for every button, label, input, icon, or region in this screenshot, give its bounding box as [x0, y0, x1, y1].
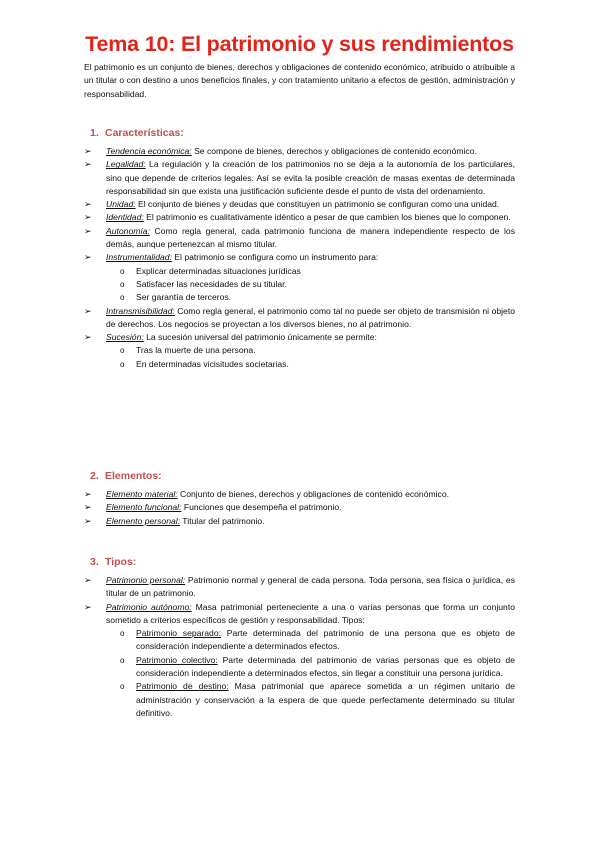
- arrow-bullet-icon: ➢: [84, 515, 92, 526]
- item-text: Como regla general, el patrimonio como tal no puede ser objeto de transmisión ni objeto de derechos. Los negocios se proyectan a los diversos bienes, no al patrimonio.: [106, 305, 515, 329]
- item-term: Instrumentalidad:: [106, 252, 172, 263]
- item-text: Funciones que desempeña el patrimonio.: [181, 502, 342, 513]
- list-item: [84, 501, 515, 514]
- item-text: El patrimonio se configura como un instrumento para:: [171, 252, 379, 263]
- sub-list-item: [106, 654, 515, 681]
- sub-item-text: Masa patrimonial que aparece sometida a un régimen unitario de administración y conservación a la espera de que quede perfectamente determinado su titular definitivo.: [136, 681, 515, 718]
- sub-item-text: Satisfacer las necesidades de su titular.: [136, 278, 287, 289]
- circle-bullet-icon: o: [120, 655, 125, 665]
- intro-paragraph: El patrimonio es un conjunto de bienes, derechos y obligaciones de contenido económico, atribuido o atribuible a un titular o con destino a unos beneficios finales, y con tratamiento unitario a efectos de gestión, administración y responsabilidad.: [84, 62, 515, 99]
- arrow-bullet-icon: ➢: [84, 305, 92, 316]
- list-item: [84, 574, 515, 601]
- section-heading: [90, 556, 136, 568]
- item-text: Masa patrimonial perteneciente a una o varias personas que forma un conjunto sometido a criterios específicos de gestión y responsabilidad. Tipos:: [106, 601, 516, 625]
- sub-list-item: [106, 265, 515, 278]
- sub-list-item: [106, 278, 515, 291]
- sub-list-item: [106, 291, 515, 304]
- list-item: [84, 225, 515, 252]
- item-term: Intransmisibilidad:: [106, 305, 175, 316]
- sub-list: [106, 344, 515, 371]
- page-title: Tema 10: El patrimonio y sus rendimientos: [85, 32, 514, 56]
- section-title: Elementos:: [105, 470, 162, 482]
- sub-item-text: Parte determinada del patrimonio de varias personas que es objeto de consideración independiente a determinados efectos, sin llegar a constituir una persona jurídica.: [136, 654, 515, 679]
- sub-list-item: [106, 358, 515, 371]
- item-term: Elemento personal:: [106, 515, 181, 526]
- sub-item-text: En determinadas vicisitudes societarias.: [136, 358, 289, 369]
- sub-item-text: Tras la muerte de una persona.: [136, 345, 256, 356]
- sub-list-item: [106, 344, 515, 357]
- section-title: Características:: [105, 127, 184, 139]
- list-item: [84, 158, 515, 198]
- section-number: 2.: [90, 470, 99, 482]
- arrow-bullet-icon: ➢: [84, 252, 92, 263]
- circle-bullet-icon: o: [120, 266, 125, 276]
- circle-bullet-icon: o: [120, 293, 125, 303]
- section-list: [84, 488, 515, 528]
- section-title: Tipos:: [105, 556, 137, 568]
- item-text: Patrimonio normal y general de cada persona. Toda persona, sea física o jurídica, es titular de un patrimonio.: [106, 575, 515, 599]
- sub-item-text: Explicar determinadas situaciones jurídicas: [136, 265, 301, 276]
- item-term: Unidad:: [106, 199, 136, 210]
- sub-list: [106, 265, 515, 305]
- sub-item-term: Patrimonio colectivo:: [136, 654, 218, 665]
- item-term: Elemento funcional:: [106, 502, 182, 513]
- arrow-bullet-icon: ➢: [84, 212, 92, 223]
- item-term: Patrimonio personal:: [106, 575, 186, 585]
- list-item: [84, 198, 515, 211]
- item-term: Legalidad:: [106, 159, 146, 170]
- arrow-bullet-icon: ➢: [84, 225, 92, 236]
- list-item: [84, 305, 515, 332]
- arrow-bullet-icon: ➢: [84, 489, 92, 499]
- sub-item-term: Patrimonio separado:: [136, 628, 222, 639]
- item-term: Tendencia económica:: [106, 146, 192, 156]
- item-text: La regulación y la creación de los patrimonios no se deja a la autonomía de los particulares, sino que depende de criterios legales. Así se evita la posible creación de masas exentas de determinada responsabilidad sin que exista una justificación suficiente desde el punto de vista del ordenamiento.: [106, 159, 515, 196]
- arrow-bullet-icon: ➢: [84, 146, 92, 156]
- item-text: Conjunto de bienes, derechos y obligaciones de contenido económico.: [177, 489, 450, 499]
- arrow-bullet-icon: ➢: [84, 332, 92, 343]
- circle-bullet-icon: o: [120, 279, 125, 289]
- list-item: [84, 515, 515, 528]
- list-item: [84, 488, 515, 501]
- list-item: [84, 145, 515, 158]
- arrow-bullet-icon: ➢: [84, 601, 92, 612]
- item-text: Titular del patrimonio.: [180, 515, 265, 526]
- sub-item-text: Parte determinada del patrimonio de una persona que es objeto de consideración independiente a determinados efectos.: [136, 628, 516, 652]
- sub-list: [106, 627, 515, 720]
- item-term: Sucesión:: [106, 332, 144, 343]
- item-term: Patrimonio autónomo:: [106, 601, 192, 612]
- item-text: El conjunto de bienes y deudas que constituyen un patrimonio se configuran como una unidad.: [135, 199, 500, 210]
- list-item: [84, 211, 515, 224]
- section-heading: [90, 470, 162, 482]
- circle-bullet-icon: o: [120, 359, 125, 369]
- circle-bullet-icon: o: [120, 629, 125, 639]
- section-number: 1.: [90, 127, 99, 139]
- item-text: Se compone de bienes, derechos y obligaciones de contenido económico.: [191, 146, 477, 156]
- section-heading: [90, 127, 184, 139]
- section-list: [84, 145, 515, 371]
- sub-item-text: Ser garantía de terceros.: [136, 292, 232, 303]
- list-item: [84, 251, 515, 304]
- circle-bullet-icon: o: [120, 346, 125, 356]
- item-term: Elemento material:: [106, 489, 178, 499]
- list-item: [84, 331, 515, 371]
- item-text: La sucesión universal del patrimonio únicamente se permite:: [143, 332, 377, 343]
- item-term: Identidad:: [106, 212, 144, 223]
- item-text: El patrimonio es cualitativamente idéntico a pesar de que cambien los bienes que lo componen.: [143, 212, 511, 223]
- arrow-bullet-icon: ➢: [84, 199, 92, 210]
- arrow-bullet-icon: ➢: [84, 575, 92, 585]
- item-text: Como regla general, cada patrimonio funciona de manera independiente respecto de los demás, aunque pertenezcan al mismo titular.: [106, 225, 515, 250]
- section-list: [84, 574, 515, 720]
- section-number: 3.: [90, 556, 99, 568]
- circle-bullet-icon: o: [120, 682, 125, 692]
- item-term: Autonomía:: [106, 225, 150, 236]
- arrow-bullet-icon: ➢: [84, 159, 92, 170]
- arrow-bullet-icon: ➢: [84, 502, 92, 513]
- sub-list-item: [106, 680, 515, 720]
- list-item: [84, 601, 515, 721]
- sub-item-term: Patrimonio de destino:: [136, 681, 229, 692]
- sub-list-item: [106, 627, 515, 654]
